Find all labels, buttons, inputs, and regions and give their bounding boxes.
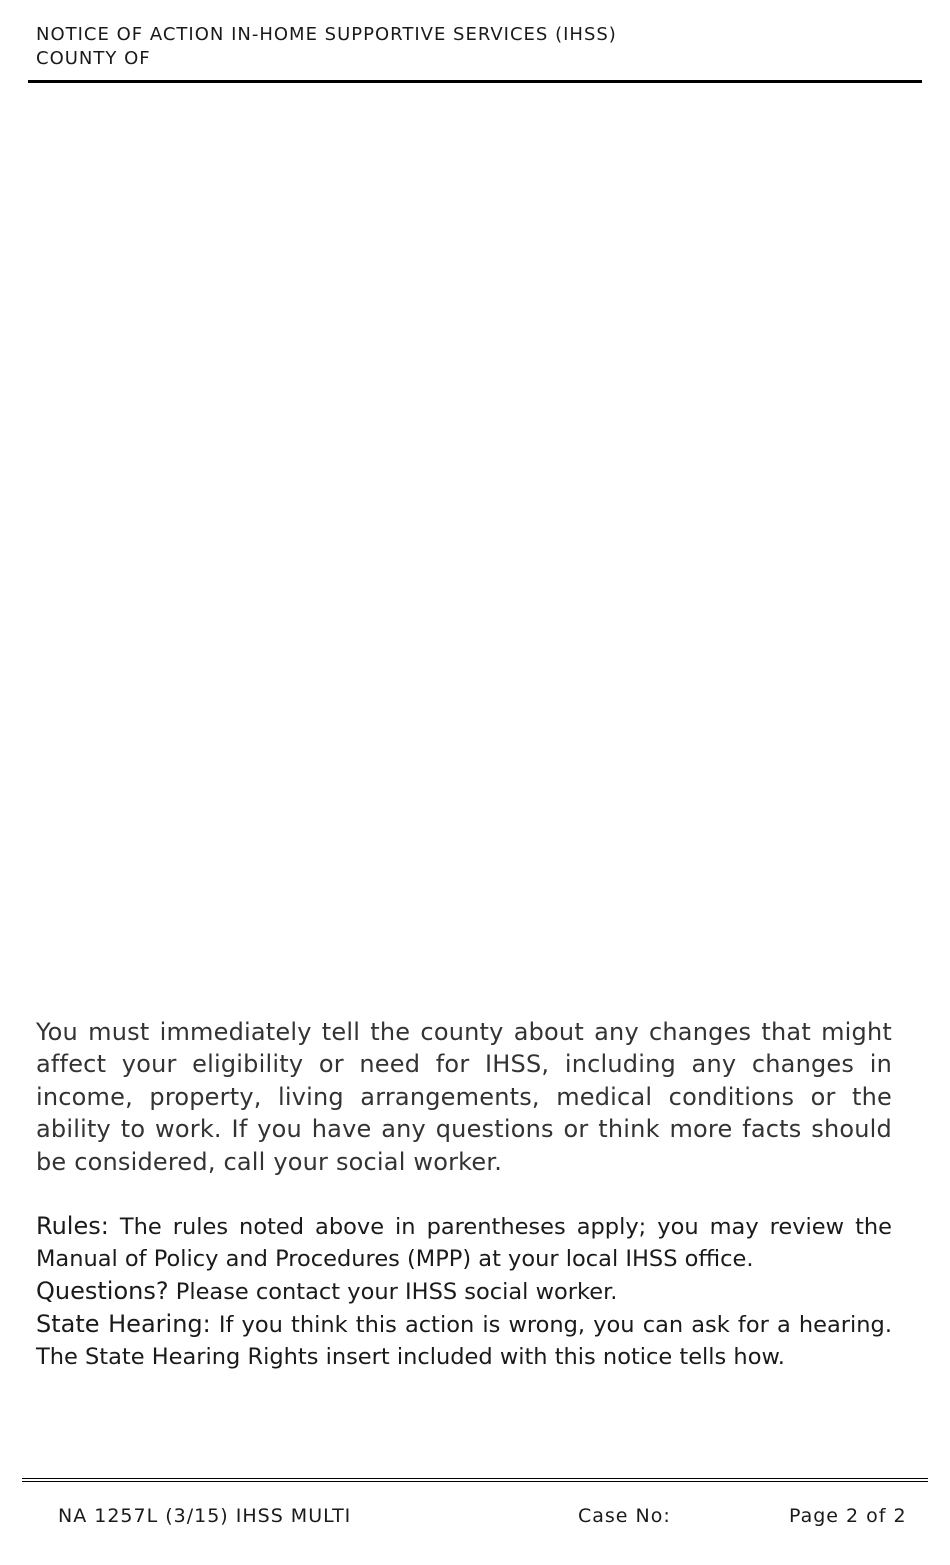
rules-paragraph — [36, 1210, 892, 1275]
state-hearing-text: If you think this action is wrong, you can ask for a hearing. The State Hearing Rights insert included with this notice tells how. — [36, 1312, 892, 1370]
footer-divider — [22, 1478, 928, 1482]
state-hearing-label: State Hearing: — [36, 1310, 211, 1338]
rules-section — [36, 1210, 892, 1373]
questions-label: Questions? — [36, 1277, 169, 1305]
reporting-changes-paragraph: You must immediately tell the county about any changes that might affect your eligibility or need for IHSS, including any changes in income, property, living arrangements, medical conditions or the ability to work. If you have any questions or think more facts should be considered, call your social worker. — [36, 1018, 892, 1176]
county-label: COUNTY OF — [36, 48, 151, 69]
page-number: Page 2 of 2 — [789, 1505, 907, 1527]
state-hearing-paragraph — [36, 1308, 892, 1373]
rules-label: Rules: — [36, 1212, 109, 1240]
questions-paragraph — [36, 1275, 892, 1308]
questions-text: Please contact your IHSS social worker. — [168, 1279, 618, 1305]
rules-text: The rules noted above in parentheses apply; you may review the Manual of Policy and Procedures (MPP) at your local IHSS office. — [36, 1214, 892, 1272]
form-id: NA 1257L (3/15) IHSS MULTI — [58, 1505, 352, 1527]
header-divider — [28, 80, 922, 83]
case-number-label: Case No: — [578, 1505, 671, 1527]
notice-title: NOTICE OF ACTION IN-HOME SUPPORTIVE SERVICES (IHSS) — [36, 24, 617, 45]
